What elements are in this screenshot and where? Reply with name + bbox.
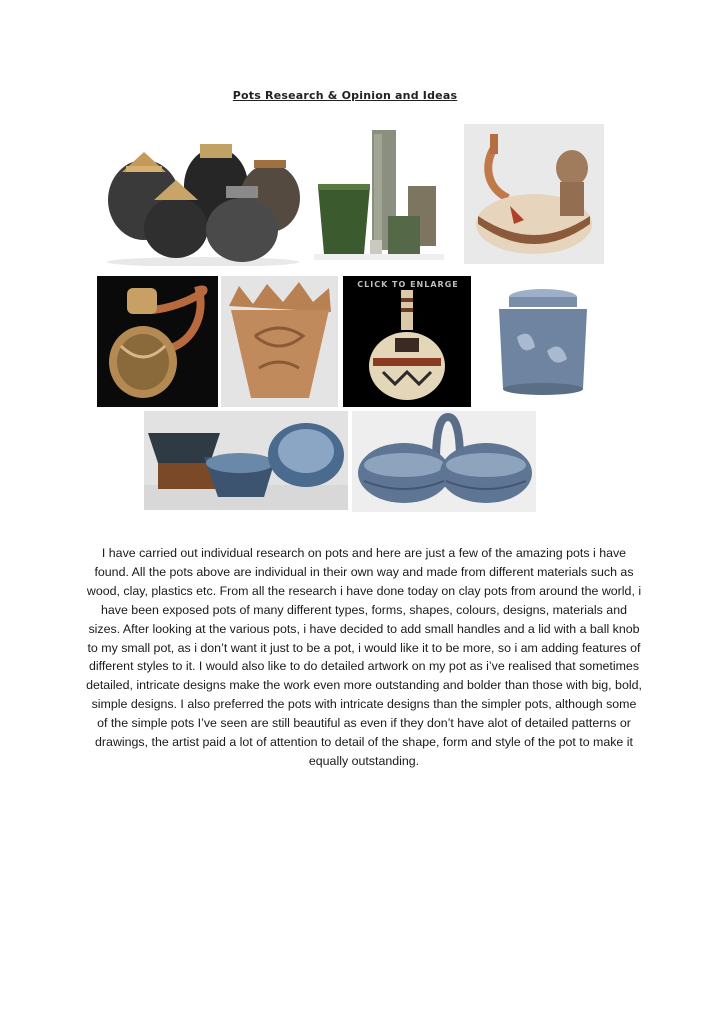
stirrup-vessel-image — [464, 124, 604, 264]
research-paragraph: I have carried out individual research on pots and here are just a few of the amazing pots i have found. All the pots above are individual in their own way and made from different materials such as wood, clay, plastics etc. From all the research i have done today on clay pots from around the world, i have been exposed pots of many different types, forms, shapes, colours, designs, materials and sizes. After looking at the various pots, i have decided to add small handles and a lid with a ball knob to my small pot, as i don’t want it just to be a pot, i would like it to be more, so i am adding features of different styles to it. I would also like to do detailed artwork on my pot as i’ve realised that sometimes detailed, intricate designs make the work even more outstanding and bolder than those with big, bold, simple designs. I also preferred the pots with intricate designs than the simpler pots, although some of the simple pots I’ve seen are still beautiful as even if they don’t have alot of detailed patterns or drawings, the artist paid a lot of attention to detail of the shape, form and style of the pot to make it equally outstanding. — [86, 546, 642, 768]
click-to-enlarge-caption: CLICK TO ENLARGE — [357, 280, 459, 289]
page-title: Pots Research & Opinion and Ideas — [232, 89, 458, 102]
double-bowl-image — [352, 411, 536, 512]
pueblo-bottle-image — [343, 276, 471, 407]
black-pots-image — [104, 138, 302, 266]
blue-bowls-image — [144, 411, 348, 510]
painted-jug-image — [97, 276, 218, 407]
blue-lidded-jar-image — [477, 277, 611, 404]
carved-terracotta-image — [221, 276, 338, 407]
green-vases-image — [314, 128, 444, 260]
